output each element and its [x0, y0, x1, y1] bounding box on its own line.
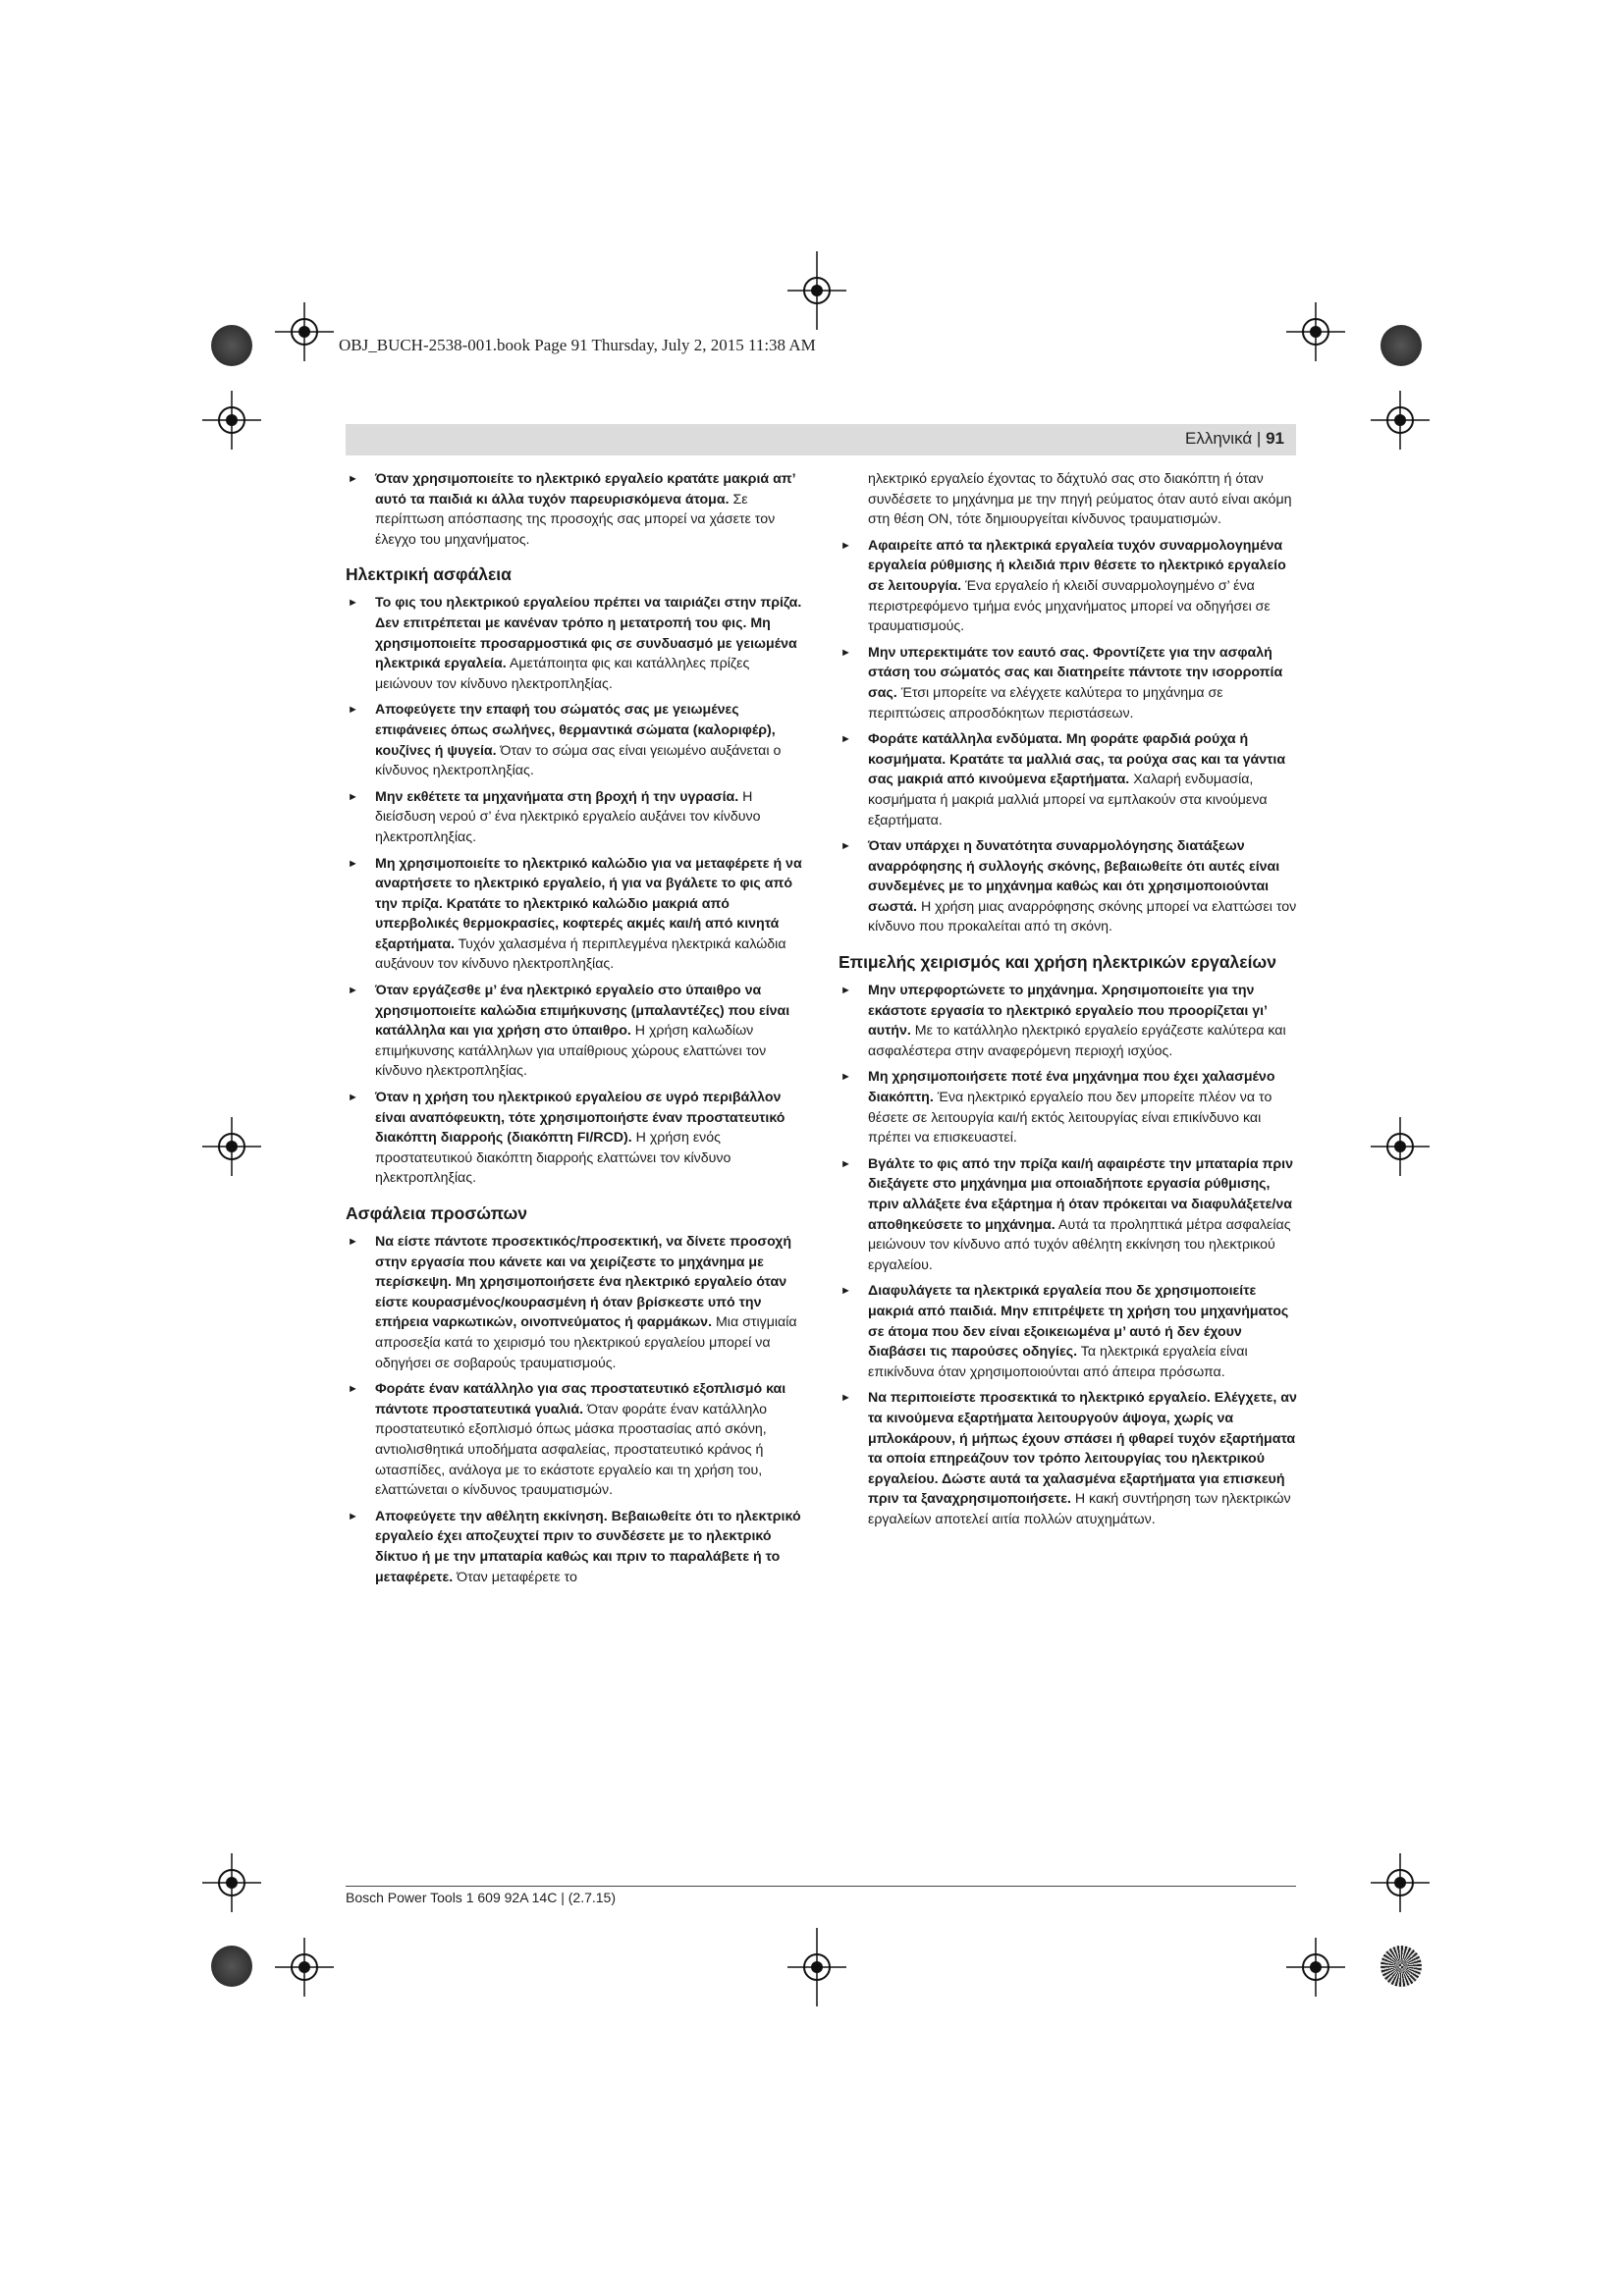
item-text: Με το κατάλληλο ηλεκτρικό εργαλείο εργάζεστε καλύτερα και ασφαλέστερα στην αναφερόμενη περιοχή ισχύος.	[868, 1023, 1286, 1059]
item-bold: Να περιποιείστε προσεκτικά το ηλεκτρικό εργαλείο. Ελέγχετε, αν τα κινούμενα εξαρτήματα λειτουργούν άψογα, χωρίς να μπλοκάρουν, ή μήπως έχουν σπάσει ή φθαρεί τυχόν εξαρτήματα τα οποία επηρεάζουν τον τρόπο λειτουργίας του ηλεκτρικού εργαλείου. Δώστε αυτά τα χαλασμένα εξαρτήματα για επισκευή πριν τα ξαναχρησιμοποιήσετε.	[868, 1390, 1297, 1508]
registration-crosshair-icon	[1286, 1938, 1345, 1997]
item-text: Ένα ηλεκτρικό εργαλείο που δεν μπορείτε πλέον να το θέσετε σε λειτουργία και/ή εκτός λειτουργίας είναι επικίνδυνο και πρέπει να επισκευαστεί.	[868, 1090, 1272, 1147]
running-header	[346, 424, 1296, 455]
bullet-arrow-icon: ►	[840, 840, 851, 853]
footer-rule	[346, 1886, 1296, 1887]
list-item	[346, 854, 807, 976]
bullet-arrow-icon: ►	[840, 1285, 851, 1298]
bullet-arrow-icon: ►	[348, 985, 358, 997]
list-item	[346, 981, 807, 1082]
bullet-arrow-icon: ►	[348, 1510, 358, 1522]
header-separator: |	[1252, 429, 1267, 448]
item-bold: Μη χρησιμοποιείτε το ηλεκτρικό καλώδιο για να μεταφέρετε ή να αναρτήσετε το ηλεκτρικό εργαλείο, ή για να βγάλετε το φις από την πρίζα. Κρατάτε το ηλεκτρικό καλώδιο μακριά από υπερβολικές θερμοκρασίες, κοφτερές ακμές και/ή από κινητά εξαρτήματα.	[375, 855, 802, 952]
item-bold: Μη χρησιμοποιήσετε ποτέ ένα μηχάνημα που έχει χαλασμένο διακόπτη.	[868, 1069, 1275, 1106]
item-text: Η χρήση καλωδίων επιμήκυνσης κατάλληλων για υπαίθριους χώρους ελαττώνει τον κίνδυνο ηλεκτροπληξίας.	[375, 1023, 767, 1080]
item-bold: Το φις του ηλεκτρικού εργαλείου πρέπει να ταιριάζει στην πρίζα. Δεν επιτρέπεται με κανέναν τρόπο η μετατροπή του φις. Μη χρησιμοποιείτε προσαρμοστικά φις σε συνδυασμό με γειωμένα ηλεκτρικά εργαλεία.	[375, 595, 802, 672]
item-text: Η διείσδυση νερού σ’ ένα ηλεκτρικό εργαλείο αυξάνει τον κίνδυνο ηλεκτροπληξίας.	[375, 788, 761, 845]
registration-crosshair-icon	[202, 1853, 261, 1912]
item-text: Όταν το σώμα σας είναι γειωμένο αυξάνεται ο κίνδυνος ηλεκτροπληξίας.	[375, 742, 782, 779]
bullet-arrow-icon: ►	[840, 1071, 851, 1084]
list-item	[346, 1507, 807, 1587]
item-bold: Όταν η χρήση του ηλεκτρικού εργαλείου σε υγρό περιβάλλον είναι αναπόφευκτη, τότε χρησιμοποιήστε έναν προστατευτικό διακόπτη διαρροής (διακόπτη FI/RCD).	[375, 1090, 785, 1147]
list-item	[839, 836, 1298, 937]
item-bold: Όταν χρησιμοποιείτε το ηλεκτρικό εργαλείο κρατάτε μακριά απ’ αυτό τα παιδιά κι άλλα τυχόν παρευρισκόμενα άτομα.	[375, 471, 795, 507]
registration-crosshair-icon	[1286, 302, 1345, 361]
registration-crosshair-icon	[1371, 1117, 1430, 1176]
bullet-arrow-icon: ►	[348, 1092, 358, 1104]
item-text: Ένα εργαλείο ή κλειδί συναρμολογημένο σ’ ένα περιστρεφόμενο τμήμα ενός μηχανήματος μπορεί να οδηγήσει σε τραυματισμούς.	[868, 577, 1271, 635]
list-item	[346, 1379, 807, 1501]
list-item	[346, 787, 807, 848]
registration-crosshair-icon	[202, 391, 261, 450]
right-column	[839, 469, 1298, 1536]
header-label	[1185, 429, 1284, 449]
bullet-arrow-icon: ►	[348, 857, 358, 870]
item-bold: Μην υπερεκτιμάτε τον εαυτό σας. Φροντίζετε για την ασφαλή στάση του σώματός σας και διατηρείτε πάντοτε την ισορροπία σας.	[868, 644, 1283, 701]
item-bold: Φοράτε κατάλληλα ενδύματα. Μη φοράτε φαρδιά ρούχα ή κοσμήματα. Κρατάτε τα μαλλιά σας, τα ρούχα σας και τα γάντια σας μακριά από κινούμενα εξαρτήματα.	[868, 731, 1286, 788]
item-bold: Μην υπερφορτώνετε το μηχάνημα. Χρησιμοποιείτε για την εκάστοτε εργασία το ηλεκτρικό εργαλείο που προορίζεται γι’ αυτήν.	[868, 983, 1268, 1040]
bullet-arrow-icon: ►	[840, 985, 851, 997]
list-item	[346, 1232, 807, 1373]
page-number: 91	[1266, 429, 1284, 448]
item-text: Τα ηλεκτρικά εργαλεία είναι επικίνδυνα όταν χρησιμοποιούνται από άπειρα πρόσωπα.	[868, 1344, 1248, 1380]
list-item	[839, 1281, 1298, 1382]
bullet-arrow-icon: ►	[840, 733, 851, 746]
list-item	[839, 1388, 1298, 1529]
section-heading: Ασφάλεια προσώπων	[346, 1203, 528, 1223]
list-item	[839, 1067, 1298, 1148]
item-text: Αυτά τα προληπτικά μέτρα ασφαλείας μειώνουν τον κίνδυνο από τυχόν αθέλητη εκκίνηση του ηλεκτρικού εργαλείου.	[868, 1216, 1291, 1273]
item-bold: Διαφυλάγετε τα ηλεκτρικά εργαλεία που δε χρησιμοποιείτε μακριά από παιδιά. Μην επιτρέψετε τη χρήση του μηχανήματος σε άτομα που δεν είναι εξοικειωμένα μ’ αυτό ή δεν έχουν διαβάσει τις παρούσες οδηγίες.	[868, 1283, 1289, 1361]
item-bold: Όταν εργάζεσθε μ’ ένα ηλεκτρικό εργαλείο στο ύπαιθρο να χρησιμοποιείτε καλώδια επιμήκυνσης (μπαλαντέζες) που είναι κατάλληλα και για χρήση στο ύπαιθρο.	[375, 983, 790, 1040]
section-heading: Επιμελής χειρισμός και χρήση ηλεκτρικών εργαλείων	[839, 952, 1276, 973]
item-bold: Να είστε πάντοτε προσεκτικός/προσεκτική, να δίνετε προσοχή στην εργασία που κάνετε και να χειρίζεστε το μηχάνημα με περίσκεψη. Μη χρησιμοποιήσετε ένα ηλεκτρικό εργαλείο όταν είστε κουρασμένος/κουρασμένη ή όταν βρίσκεστε υπό την επήρεια ναρκωτικών, οινοπνεύματος ή φαρμάκων.	[375, 1234, 792, 1331]
header-language: Ελληνικά	[1185, 429, 1253, 448]
item-bold: Φοράτε έναν κατάλληλο για σας προστατευτικό εξοπλισμό και πάντοτε προστατευτικά γυαλιά.	[375, 1381, 786, 1417]
item-bold: Όταν υπάρχει η δυνατότητα συναρμολόγησης διατάξεων αναρρόφησης ή συλλογής σκόνης, βεβαιωθείτε ότι αυτές είναι συνδεμένες με το μηχάνημα καθώς και ότι χρησιμοποιούνται σωστά.	[868, 838, 1280, 915]
item-bold: Αποφεύγετε την επαφή του σώματός σας με γειωμένες επιφάνειες όπως σωλήνες, θερμαντικά σώματα (καλοριφέρ), κουζίνες ή ψυγεία.	[375, 702, 776, 759]
item-text: Η χρήση μιας αναρρόφησης σκόνης μπορεί να ελαττώσει τον κίνδυνο που προκαλείται από τη σκόνη.	[868, 898, 1297, 935]
item-text: Τυχόν χαλασμένα ή περιπλεγμένα ηλεκτρικά καλώδια αυξάνουν τον κίνδυνο ηλεκτροπληξίας.	[375, 935, 786, 973]
bullet-arrow-icon: ►	[348, 473, 358, 485]
bullet-arrow-icon: ►	[348, 704, 358, 717]
bullet-arrow-icon: ►	[348, 1236, 358, 1248]
item-bold: Αποφεύγετε την αθέλητη εκκίνηση. Βεβαιωθείτε ότι το ηλεκτρικό εργαλείο έχει αποζευχτεί πριν το συνδέσετε με το ηλεκτρικό δίκτυο ή με την μπαταρία καθώς και πριν το παραλάβετε ή το μεταφέρετε.	[375, 1508, 801, 1585]
bullet-arrow-icon: ►	[348, 1383, 358, 1396]
item-text: Μια στιγμιαία απροσεξία κατά το χειρισμό του ηλεκτρικού εργαλείου μπορεί να οδηγήσει σε σοβαρούς τραυματισμούς.	[375, 1314, 797, 1371]
list-item	[346, 1088, 807, 1189]
bullet-arrow-icon: ►	[348, 597, 358, 610]
registration-crosshair-icon	[202, 1117, 261, 1176]
footer-text: Bosch Power Tools 1 609 92A 14C | (2.7.15)	[346, 1890, 616, 1905]
list-item	[839, 536, 1298, 637]
color-bar-disc-icon	[211, 325, 252, 366]
color-bar-disc-icon	[1380, 1946, 1422, 1987]
list-item	[839, 643, 1298, 723]
color-bar-disc-icon	[1380, 325, 1422, 366]
item-text: Έτσι μπορείτε να ελέγχετε καλύτερα το μηχάνημα σε περιπτώσεις απροσδόκητων περιστάσεων.	[868, 684, 1223, 721]
item-bold: Βγάλτε το φις από την πρίζα και/ή αφαιρέστε την μπαταρία πριν διεξάγετε στο μηχάνημα μια οποιαδήποτε εργασία ρύθμισης, πριν αλλάξετε ένα εξάρτημα ή όταν πρόκειται να διαφυλάξετε/να αποθηκεύσετε το μηχάνημα.	[868, 1155, 1294, 1233]
item-text: Η χρήση ενός προστατευτικού διακόπτη διαρροής ελαττώνει τον κίνδυνο ηλεκτροπληξίας.	[375, 1130, 731, 1187]
bullet-arrow-icon: ►	[348, 790, 358, 803]
item-text: Σε περίπτωση απόσπασης της προσοχής σας μπορεί να χάσετε τον έλεγχο του μηχανήματος.	[375, 491, 776, 548]
bullet-arrow-icon: ►	[840, 1157, 851, 1170]
left-column	[346, 469, 807, 1593]
item-text: Αμετάποιητα φις και κατάλληλες πρίζες μειώνουν τον κίνδυνο ηλεκτροπληξίας.	[375, 656, 750, 692]
item-text: ηλεκτρικό εργαλείο έχοντας το δάχτυλό σας στο διακόπτη ή όταν συνδέσετε το μηχάνημα με την πηγή ρεύματος όταν αυτό είναι ακόμη στη θέση ON, τότε δημιουργείται κίνδυνος τραυματισμών.	[868, 471, 1292, 528]
list-item	[839, 1154, 1298, 1276]
item-bold: Αφαιρείτε από τα ηλεκτρικά εργαλεία τυχόν συναρμολογημένα εργαλεία ρύθμισης ή κλειδιά πριν θέσετε το ηλεκτρικό εργαλείο σε λειτουργία.	[868, 537, 1286, 594]
list-item	[839, 981, 1298, 1061]
registration-crosshair-icon	[787, 251, 846, 330]
section-heading: Ηλεκτρική ασφάλεια	[346, 564, 512, 585]
item-text: Χαλαρή ενδυμασία, κοσμήματα ή μακριά μαλλιά μπορεί να εμπλακούν στα κινούμενα εξαρτήματα.	[868, 772, 1268, 828]
bullet-arrow-icon: ►	[840, 646, 851, 659]
color-bar-disc-icon	[211, 1946, 252, 1987]
item-text: Όταν φοράτε έναν κατάλληλο προστατευτικό εξοπλισμό όπως μάσκα προστασίας από σκόνη, αντιολισθητικά υποδήματα ασφαλείας, προστατευτικό κράνος ή ωτασπίδες, ανάλογα με το εκάστοτε εργαλείο και τη χρήση του, ελαττώνεται ο κίνδυνος τραυματισμών.	[375, 1401, 768, 1499]
list-item-continuation	[839, 469, 1298, 530]
item-text: Όταν μεταφέρετε το	[453, 1569, 577, 1585]
registration-crosshair-icon	[787, 1928, 846, 2006]
list-item	[346, 469, 807, 550]
list-item	[839, 729, 1298, 830]
registration-crosshair-icon	[275, 302, 334, 361]
item-text: Η κακή συντήρηση των ηλεκτρικών εργαλείων αποτελεί αιτία πολλών ατυχημάτων.	[868, 1491, 1291, 1527]
item-bold: Μην εκθέτετε τα μηχανήματα στη βροχή ή την υγρασία.	[375, 788, 739, 805]
bullet-arrow-icon: ►	[840, 539, 851, 552]
bullet-arrow-icon: ►	[840, 1392, 851, 1405]
list-item	[346, 593, 807, 694]
registration-crosshair-icon	[275, 1938, 334, 1997]
registration-crosshair-icon	[1371, 391, 1430, 450]
list-item	[346, 700, 807, 780]
registration-crosshair-icon	[1371, 1853, 1430, 1912]
printer-slug: OBJ_BUCH-2538-001.book Page 91 Thursday, July 2, 2015 11:38 AM	[339, 336, 816, 354]
